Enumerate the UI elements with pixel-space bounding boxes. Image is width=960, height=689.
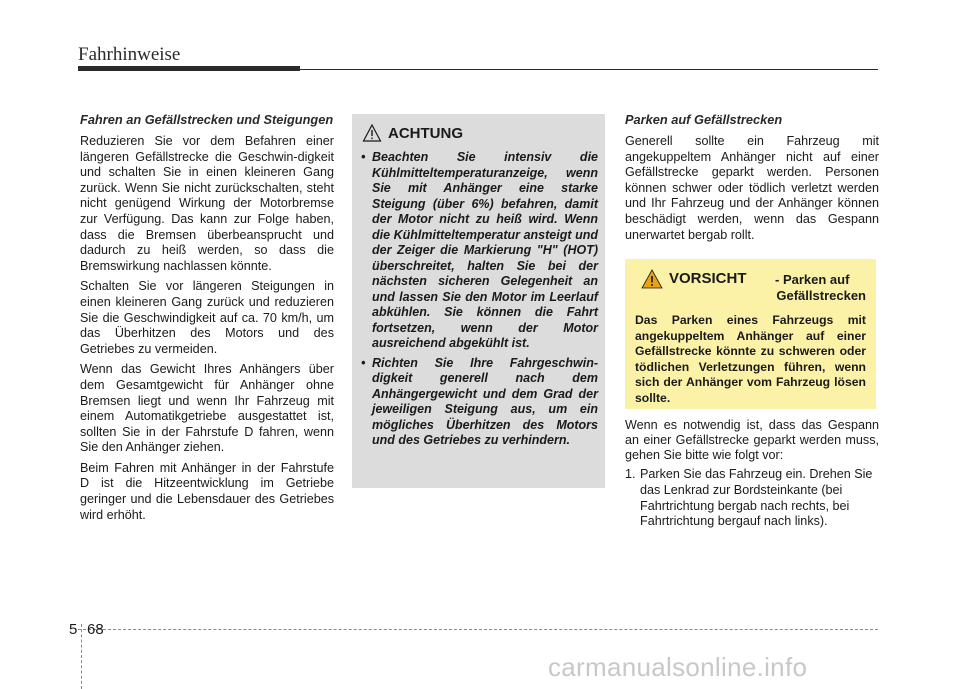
warning-header xyxy=(362,122,598,144)
paragraph: Reduzieren Sie vor dem Befahren einer längeren Gefällstrecke die Geschwin-digkeit und schalten Sie in einen kleineren Gang zurück. Wenn Sie nicht zurückschalten, steht nicht genügend Wirkung der Motorbremse zur Verfügung. Das kann zur Folge haben, dass die Bremsen überbeansprucht und dadurch zu heiß werden, so dass die Bremswirkung nachlassen könnte. xyxy=(80,134,334,273)
page-header-title: Fahrhinweise xyxy=(78,44,181,65)
section-heading-slopes: Fahren an Gefällstrecken und Steigungen xyxy=(80,112,334,127)
list-item xyxy=(625,467,879,529)
caution-subtitle: Gefällstrecken xyxy=(776,288,866,303)
warning-triangle-icon xyxy=(362,123,382,143)
caution-subtitle: - Parken auf xyxy=(775,272,850,287)
header-rule-thick xyxy=(78,66,300,71)
caution-header xyxy=(635,269,866,307)
header-rule-thin xyxy=(300,69,878,70)
section-heading-parking: Parken auf Gefällstrecken xyxy=(625,112,783,127)
footer-rule xyxy=(78,629,878,630)
warning-item-text: Richten Sie Ihre Fahrgeschwin-digkeit generell nach dem Anhängergewicht und dem Grad der jeweiligen Steigung aus, um ein mögliches Überhitzen des Motors und des Getriebes zu verhindern. xyxy=(372,355,598,447)
right-column-lower xyxy=(625,418,879,530)
warning-item xyxy=(362,150,598,352)
caution-box xyxy=(625,259,876,409)
warning-item xyxy=(362,356,598,449)
right-column xyxy=(625,112,879,248)
paragraph: Wenn es notwendig ist, dass das Gespann an einer Gefällstrecke geparkt werden muss, gehen Sie bitte wie folgt vor: xyxy=(625,418,879,462)
warning-item-text: Beachten Sie intensiv die Kühlmitteltemperaturanzeige, wenn Sie mit Anhänger eine starke Steigung (über 6%) befahren, damit der Motor nicht zu heiß wird. Wenn die Kühlmitteltemperatur ansteigt und der Zeiger die Markierung "H" (HOT) überschreitet, halten Sie bei der nächsten sicheren Gelegenheit an und lassen Sie den Motor im Leerlauf abkühlen. Sie können die Fahrt fortsetzen, wenn der Motor ausreichend abgekühlt ist. xyxy=(372,150,598,350)
page-number: 68 xyxy=(87,621,104,638)
paragraph: Beim Fahren mit Anhänger in der Fahrstufe D ist die Hitzeentwicklung im Getriebe geringer und die Lebensdauer des Getriebes wird erhöht. xyxy=(80,460,334,522)
watermark: carmanualsonline.info xyxy=(548,652,808,682)
bullet: • xyxy=(361,150,366,164)
paragraph: Generell sollte ein Fahrzeug mit angekuppeltem Anhänger nicht auf einer Gefällstrecke geparkt werden. Personen können schwer oder tödlich verletzt werden und Ihr Fahrzeug und der Anhänger können beschädigt werden, wenn das Gespann unerwartet bergab rollt. xyxy=(625,134,879,242)
footer-divider xyxy=(81,624,82,689)
warning-box xyxy=(352,114,605,488)
caution-text: Das Parken eines Fahrzeugs mit angekuppeltem Anhänger auf einer Gefällstrecke könnte zu schweren oder tödlichen Verletzungen führen, wenn sich der Anhänger vom Fahrzeug lösen sollte. xyxy=(635,313,866,405)
section-number: 5 xyxy=(69,621,78,638)
list-item-text: Parken Sie das Fahrzeug ein. Drehen Sie das Lenkrad zur Bordsteinkante (bei Fahrtrichtung bergab nach rechts, bei Fahrtrichtung bergauf nach links). xyxy=(640,467,873,529)
left-column xyxy=(80,112,334,523)
bullet: • xyxy=(361,355,366,370)
paragraph: Schalten Sie vor längeren Steigungen in einen kleineren Gang zurück und reduzieren Sie die Geschwindigkeit auf ca. 70 km/h, um das Überhitzen des Motors und des Getriebes zu vermeiden. xyxy=(80,279,334,356)
caution-title: VORSICHT xyxy=(669,270,747,287)
list-number: 1. xyxy=(625,467,636,482)
paragraph: Wenn das Gewicht Ihres Anhängers über dem Gesamtgewicht für Anhänger ohne Bremsen liegt und wenn Ihr Fahrzeug mit einem Automatikgetriebe ausgestattet ist, sollten Sie in der Fahrstufe D fahren, wenn Sie den Anhänger ziehen. xyxy=(80,362,334,455)
warning-title: ACHTUNG xyxy=(388,124,463,142)
caution-triangle-icon xyxy=(641,269,663,289)
